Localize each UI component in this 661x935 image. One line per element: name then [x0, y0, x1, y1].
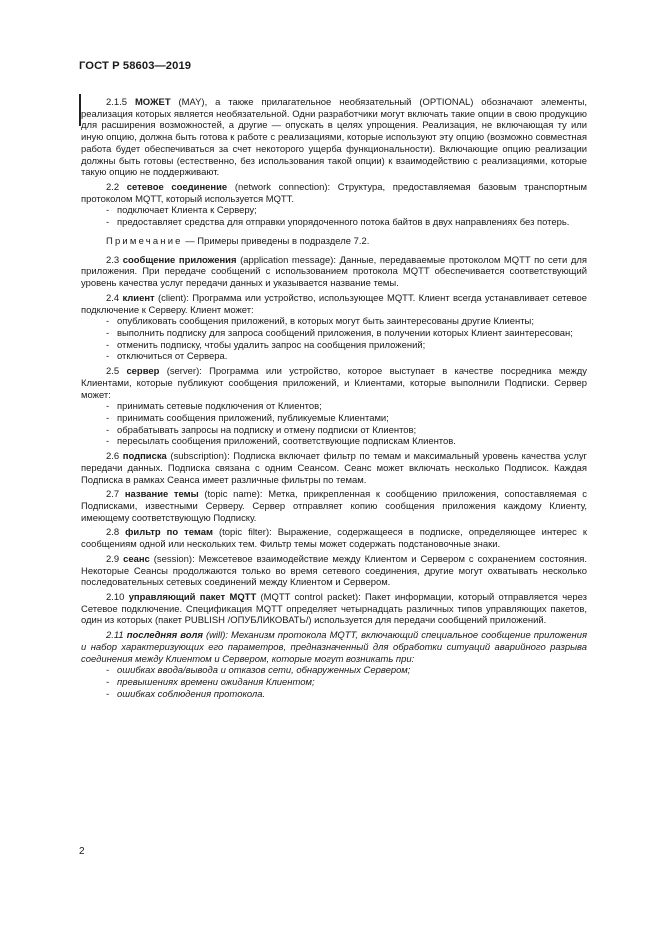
list-item [81, 217, 587, 229]
list-item [81, 436, 587, 448]
definition-text: (application message): Данные, передаваемые протоколом MQTT по сети для приложения. При передаче сообщений с использованием протокола MQTT обеспечивается соответствующий уровень качества услуг передачи данных и указывается название темы. [81, 254, 587, 290]
clause-number: 2.9 [106, 553, 120, 565]
definition-text: (client): Программа или устройство, использующее MQTT. Клиент всегда устанавливает сетевое подключение к Серверу. Клиент может: [81, 292, 588, 316]
list-item [81, 665, 587, 677]
clause-number: 2.5 [106, 366, 120, 378]
clause-number: 2.3 [106, 254, 120, 266]
list-item-text: обрабатывать запросы на подписку и отмену подписки от Клиентов; [117, 424, 417, 436]
defined-term: подписка [122, 451, 167, 463]
clause-number: 2.7 [106, 489, 120, 501]
definition-paragraph [81, 527, 587, 550]
document-header: ГОСТ Р 58603—2019 [79, 60, 192, 72]
list-item-text: отключиться от Сервера. [117, 351, 228, 363]
list-dash: - [106, 327, 110, 339]
clause-number: 2.8 [106, 527, 120, 539]
note-text: — Примеры приведены в подразделе 7.2. [182, 235, 370, 247]
list-dash: - [106, 688, 110, 700]
defined-term: последняя воля [126, 630, 203, 642]
definition-text: (session): Межсетевое взаимодействие между Клиентом и Сервером с сохранением состояния. Некоторые Сеансы продолжаются только во время сетевого соединения, другие могут охватывать несколько последовательных сетевых соединений между Клиентом и Сервером. [81, 553, 588, 589]
page-number: 2 [79, 846, 85, 857]
definition-text: (MQTT control packet): Пакет информации, который отправляется через Сетевое подключение. Спецификация MQTT определяет четырнадцать различных типов управляющих пакетов, один из которых (пакет PUBLISH /ОПУБЛИКОВАТЬ/) используется для передачи сообщений приложений. [81, 592, 587, 627]
list-item [81, 401, 587, 413]
list-dash: - [106, 205, 110, 217]
list-dash: - [106, 401, 110, 413]
defined-term: управляющий пакет MQTT [128, 592, 257, 604]
list-item-text: выполнить подписку для запроса сообщений приложения, в получении которых Клиент заинтересован; [117, 327, 573, 339]
definition-paragraph [81, 366, 587, 401]
definition-paragraph [81, 293, 587, 316]
definition-text: (network connection): Структура, предоставляемая базовым транспортным протоколом MQTT, который используется MQTT. [81, 182, 588, 205]
defined-term: фильтр по темам [125, 527, 213, 539]
list-item [81, 677, 587, 689]
list-dash: - [106, 351, 110, 363]
list-item-text: принимать сообщения приложений, публикуемые Клиентами; [117, 412, 389, 424]
definition-text: (will): Механизм протокола MQTT, включающий специальное сообщение приложения и набор характеризующих его параметров, предназначенный для обработки ситуаций аварийного разрыва соединения между Клиентом и Сервером, которые могут возникать при: [81, 630, 587, 665]
list-dash: - [106, 217, 110, 229]
definition-paragraph [81, 592, 587, 627]
note-label: Примечание [106, 235, 183, 247]
definition-paragraph [81, 97, 587, 179]
definition-text: (topic name): Метка, прикрепленная к сообщению приложения, сопоставляемая с Подписками, известными Серверу. Сервер отправляет копию сообщения приложения каждому Клиенту, имеющему соответствующую Подписку. [81, 489, 587, 524]
definition-paragraph [81, 554, 587, 589]
list-item [81, 205, 587, 217]
definition-text: (MAY), а также прилагательное необязательный (OPTIONAL) обозначают элементы, реализация которых является необязательной. Одни разработчики могут включать такие опции в свою продукцию для расширения возможностей, а другие — опускать в целях упрощения. Реализация, не включающая ту или иную опцию, должна быть готова к работе с реализациями, которые используют эту опцию (возможно совместная работа будет обеспечиваться за счет некоторого ущерба функциональности). Включающие опцию реализации должны быть готовы (естественно, без использования такой опции) к взаимодействию с реализациями, которые такую опцию не поддерживают. [81, 97, 588, 179]
clause-number: 2.1.5 [106, 97, 127, 108]
list-dash: - [106, 436, 110, 448]
definition-text: (server): Программа или устройство, которое выступает в качестве посредника между Клиентами, которые публикуют сообщения приложений, и Клиентами, которые выполнили Подписки. Сервер может: [81, 366, 587, 401]
note [81, 236, 587, 248]
list-item-text: пересылать сообщения приложений, соответствующие подпискам Клиентов. [117, 436, 456, 448]
list-dash: - [106, 424, 110, 436]
list-dash: - [106, 316, 110, 328]
clause-number: 2.10 [106, 592, 125, 604]
list-item [81, 425, 587, 437]
defined-term: сеанс [123, 553, 150, 565]
list-item [81, 413, 587, 425]
defined-term: клиент [122, 292, 155, 304]
list-dash: - [106, 339, 110, 351]
list-dash: - [106, 412, 110, 424]
list-item-text: принимать сетевые подключения от Клиентов; [117, 401, 322, 413]
defined-term: сообщение приложения [122, 254, 237, 266]
list-item [81, 340, 587, 352]
definition-paragraph [81, 630, 587, 665]
list-item-text: ошибках ввода/вывода и отказов сети, обнаруженных Сервером; [117, 665, 411, 677]
definition-paragraph [81, 255, 587, 290]
list-item-text: предоставляет средства для отправки упорядоченного потока байтов в двух направлениях без потерь. [117, 217, 570, 229]
defined-term: название темы [124, 489, 199, 501]
list-item [81, 689, 587, 701]
list-item [81, 328, 587, 340]
defined-term: МОЖЕТ [134, 97, 171, 108]
clause-number: 2.6 [106, 451, 120, 463]
list-item-text: отменить подписку, чтобы удалить запрос на сообщения приложений; [117, 339, 426, 351]
list-item-text: превышениях времени ожидания Клиентом; [117, 677, 315, 689]
defined-term: сетевое соединение [126, 182, 228, 194]
clause-number: 2.2 [106, 182, 120, 194]
list-item-text: опубликовать сообщения приложений, в которых могут быть заинтересованы другие Клиенты; [117, 316, 534, 328]
list-dash: - [106, 677, 110, 689]
list-item-text: подключает Клиента к Серверу; [117, 205, 257, 217]
definition-paragraph [81, 451, 587, 486]
defined-term: сервер [126, 366, 160, 378]
definition-text: (topic filter): Выражение, содержащееся в подписке, определяющее интерес к сообщениям одной или нескольких тем. Фильтр темы может содержать подстановочные знаки. [81, 527, 587, 551]
definition-paragraph [81, 182, 587, 205]
clause-number: 2.4 [106, 292, 120, 304]
list-dash: - [106, 665, 110, 677]
document-body [81, 97, 587, 701]
clause-number: 2.11 [106, 630, 124, 642]
list-item-text: ошибках соблюдения протокола. [117, 688, 266, 700]
list-item [81, 316, 587, 328]
list-item [81, 351, 587, 363]
definition-paragraph [81, 489, 587, 524]
definition-text: (subscription): Подписка включает фильтр по темам и максимальный уровень качества услуг передачи данных. Подписка связана с одним Сеансом. Сеанс может включать несколько Подписок. Каждая Подписка в рамках Сеанса имеет различные фильтры по темам. [81, 451, 587, 486]
